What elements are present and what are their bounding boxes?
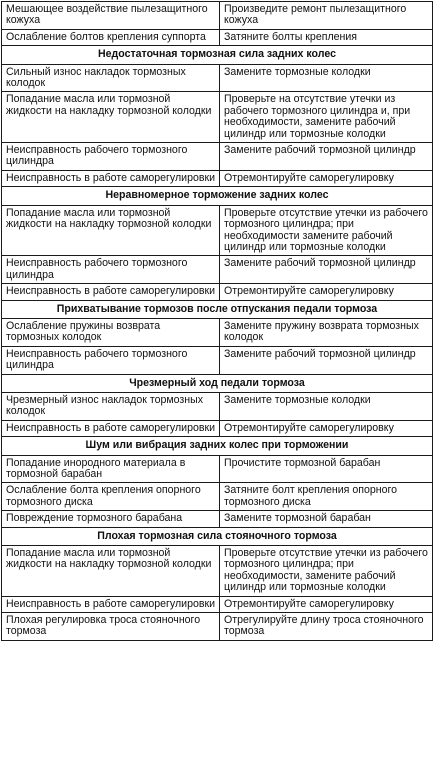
cause-cell: Неисправность в работе саморегулировки: [2, 596, 220, 612]
cause-cell: Сильный износ накладок тормозных колодок: [2, 64, 220, 92]
table-row: [2, 511, 433, 527]
section-heading-row: [2, 527, 433, 545]
table-row: [2, 170, 433, 186]
cause-cell: Неисправность в работе саморегулировки: [2, 284, 220, 300]
table-row: [2, 455, 433, 483]
section-heading-row: [2, 300, 433, 318]
remedy-cell: Проверьте на отсутствие утечки из рабочего тормозного цилиндра и, при необходимости, замените рабочий цилиндр или тормозные колодки: [220, 92, 433, 143]
remedy-cell: Проверьте отсутствие утечки из рабочего тормозного цилиндра; при необходимости, замените рабочий цилиндр или тормозные колодки: [220, 546, 433, 597]
table-row: [2, 346, 433, 374]
section-heading-row: [2, 46, 433, 64]
remedy-cell: Затяните болты крепления: [220, 29, 433, 45]
table-row: [2, 420, 433, 436]
remedy-cell: Замените тормозные колодки: [220, 64, 433, 92]
table-row: [2, 483, 433, 511]
remedy-cell: Проверьте отсутствие утечки из рабочего тормозного цилиндра; при необходимости замените рабочий цилиндр или тормозные колодки: [220, 205, 433, 256]
cause-cell: Неисправность рабочего тормозного цилиндра: [2, 256, 220, 284]
cause-cell: Плохая регулировка троса стояночного тормоза: [2, 613, 220, 641]
section-heading: Неравномерное торможение задних колес: [2, 187, 433, 205]
cause-cell: Попадание масла или тормозной жидкости на накладку тормозной колодки: [2, 546, 220, 597]
table-row: [2, 256, 433, 284]
remedy-cell: Замените рабочий тормозной цилиндр: [220, 346, 433, 374]
cause-cell: Попадание масла или тормозной жидкости на накладку тормозной колодки: [2, 205, 220, 256]
remedy-cell: Затяните болт крепления опорного тормозного диска: [220, 483, 433, 511]
table-row: [2, 318, 433, 346]
remedy-cell: Прочистите тормозной барабан: [220, 455, 433, 483]
remedy-cell: Замените пружину возврата тормозных колодок: [220, 318, 433, 346]
table-row: [2, 284, 433, 300]
table-row: [2, 392, 433, 420]
section-heading: Шум или вибрация задних колес при торможении: [2, 437, 433, 455]
section-heading-row: [2, 437, 433, 455]
troubleshooting-table-body: [2, 2, 433, 641]
section-heading: Плохая тормозная сила стояночного тормоза: [2, 527, 433, 545]
remedy-cell: Замените тормозной барабан: [220, 511, 433, 527]
table-row: [2, 546, 433, 597]
section-heading: Чрезмерный ход педали тормоза: [2, 374, 433, 392]
table-row: [2, 64, 433, 92]
section-heading: Прихватывание тормозов после отпускания педали тормоза: [2, 300, 433, 318]
remedy-cell: Отремонтируйте саморегулировку: [220, 284, 433, 300]
cause-cell: Попадание инородного материала в тормозной барабан: [2, 455, 220, 483]
table-row: [2, 29, 433, 45]
section-heading: Недостаточная тормозная сила задних колес: [2, 46, 433, 64]
table-row: [2, 205, 433, 256]
table-row: [2, 143, 433, 171]
remedy-cell: Произведите ремонт пылезащитного кожуха: [220, 2, 433, 30]
remedy-cell: Отрегулируйте длину троса стояночного тормоза: [220, 613, 433, 641]
cause-cell: Ослабление болтов крепления суппорта: [2, 29, 220, 45]
cause-cell: Неисправность рабочего тормозного цилиндра: [2, 143, 220, 171]
cause-cell: Ослабление пружины возврата тормозных колодок: [2, 318, 220, 346]
troubleshooting-table: [1, 1, 433, 641]
section-heading-row: [2, 187, 433, 205]
remedy-cell: Отремонтируйте саморегулировку: [220, 170, 433, 186]
cause-cell: Повреждение тормозного барабана: [2, 511, 220, 527]
remedy-cell: Отремонтируйте саморегулировку: [220, 596, 433, 612]
cause-cell: Неисправность в работе саморегулировки: [2, 420, 220, 436]
cause-cell: Попадание масла или тормозной жидкости на накладку тормозной колодки: [2, 92, 220, 143]
remedy-cell: Отремонтируйте саморегулировку: [220, 420, 433, 436]
section-heading-row: [2, 374, 433, 392]
cause-cell: Мешающее воздействие пылезащитного кожуха: [2, 2, 220, 30]
remedy-cell: Замените рабочий тормозной цилиндр: [220, 143, 433, 171]
table-row: [2, 92, 433, 143]
cause-cell: Чрезмерный износ накладок тормозных колодок: [2, 392, 220, 420]
cause-cell: Ослабление болта крепления опорного тормозного диска: [2, 483, 220, 511]
remedy-cell: Замените тормозные колодки: [220, 392, 433, 420]
table-row: [2, 613, 433, 641]
cause-cell: Неисправность рабочего тормозного цилиндра: [2, 346, 220, 374]
cause-cell: Неисправность в работе саморегулировки: [2, 170, 220, 186]
table-row: [2, 2, 433, 30]
table-row: [2, 596, 433, 612]
remedy-cell: Замените рабочий тормозной цилиндр: [220, 256, 433, 284]
